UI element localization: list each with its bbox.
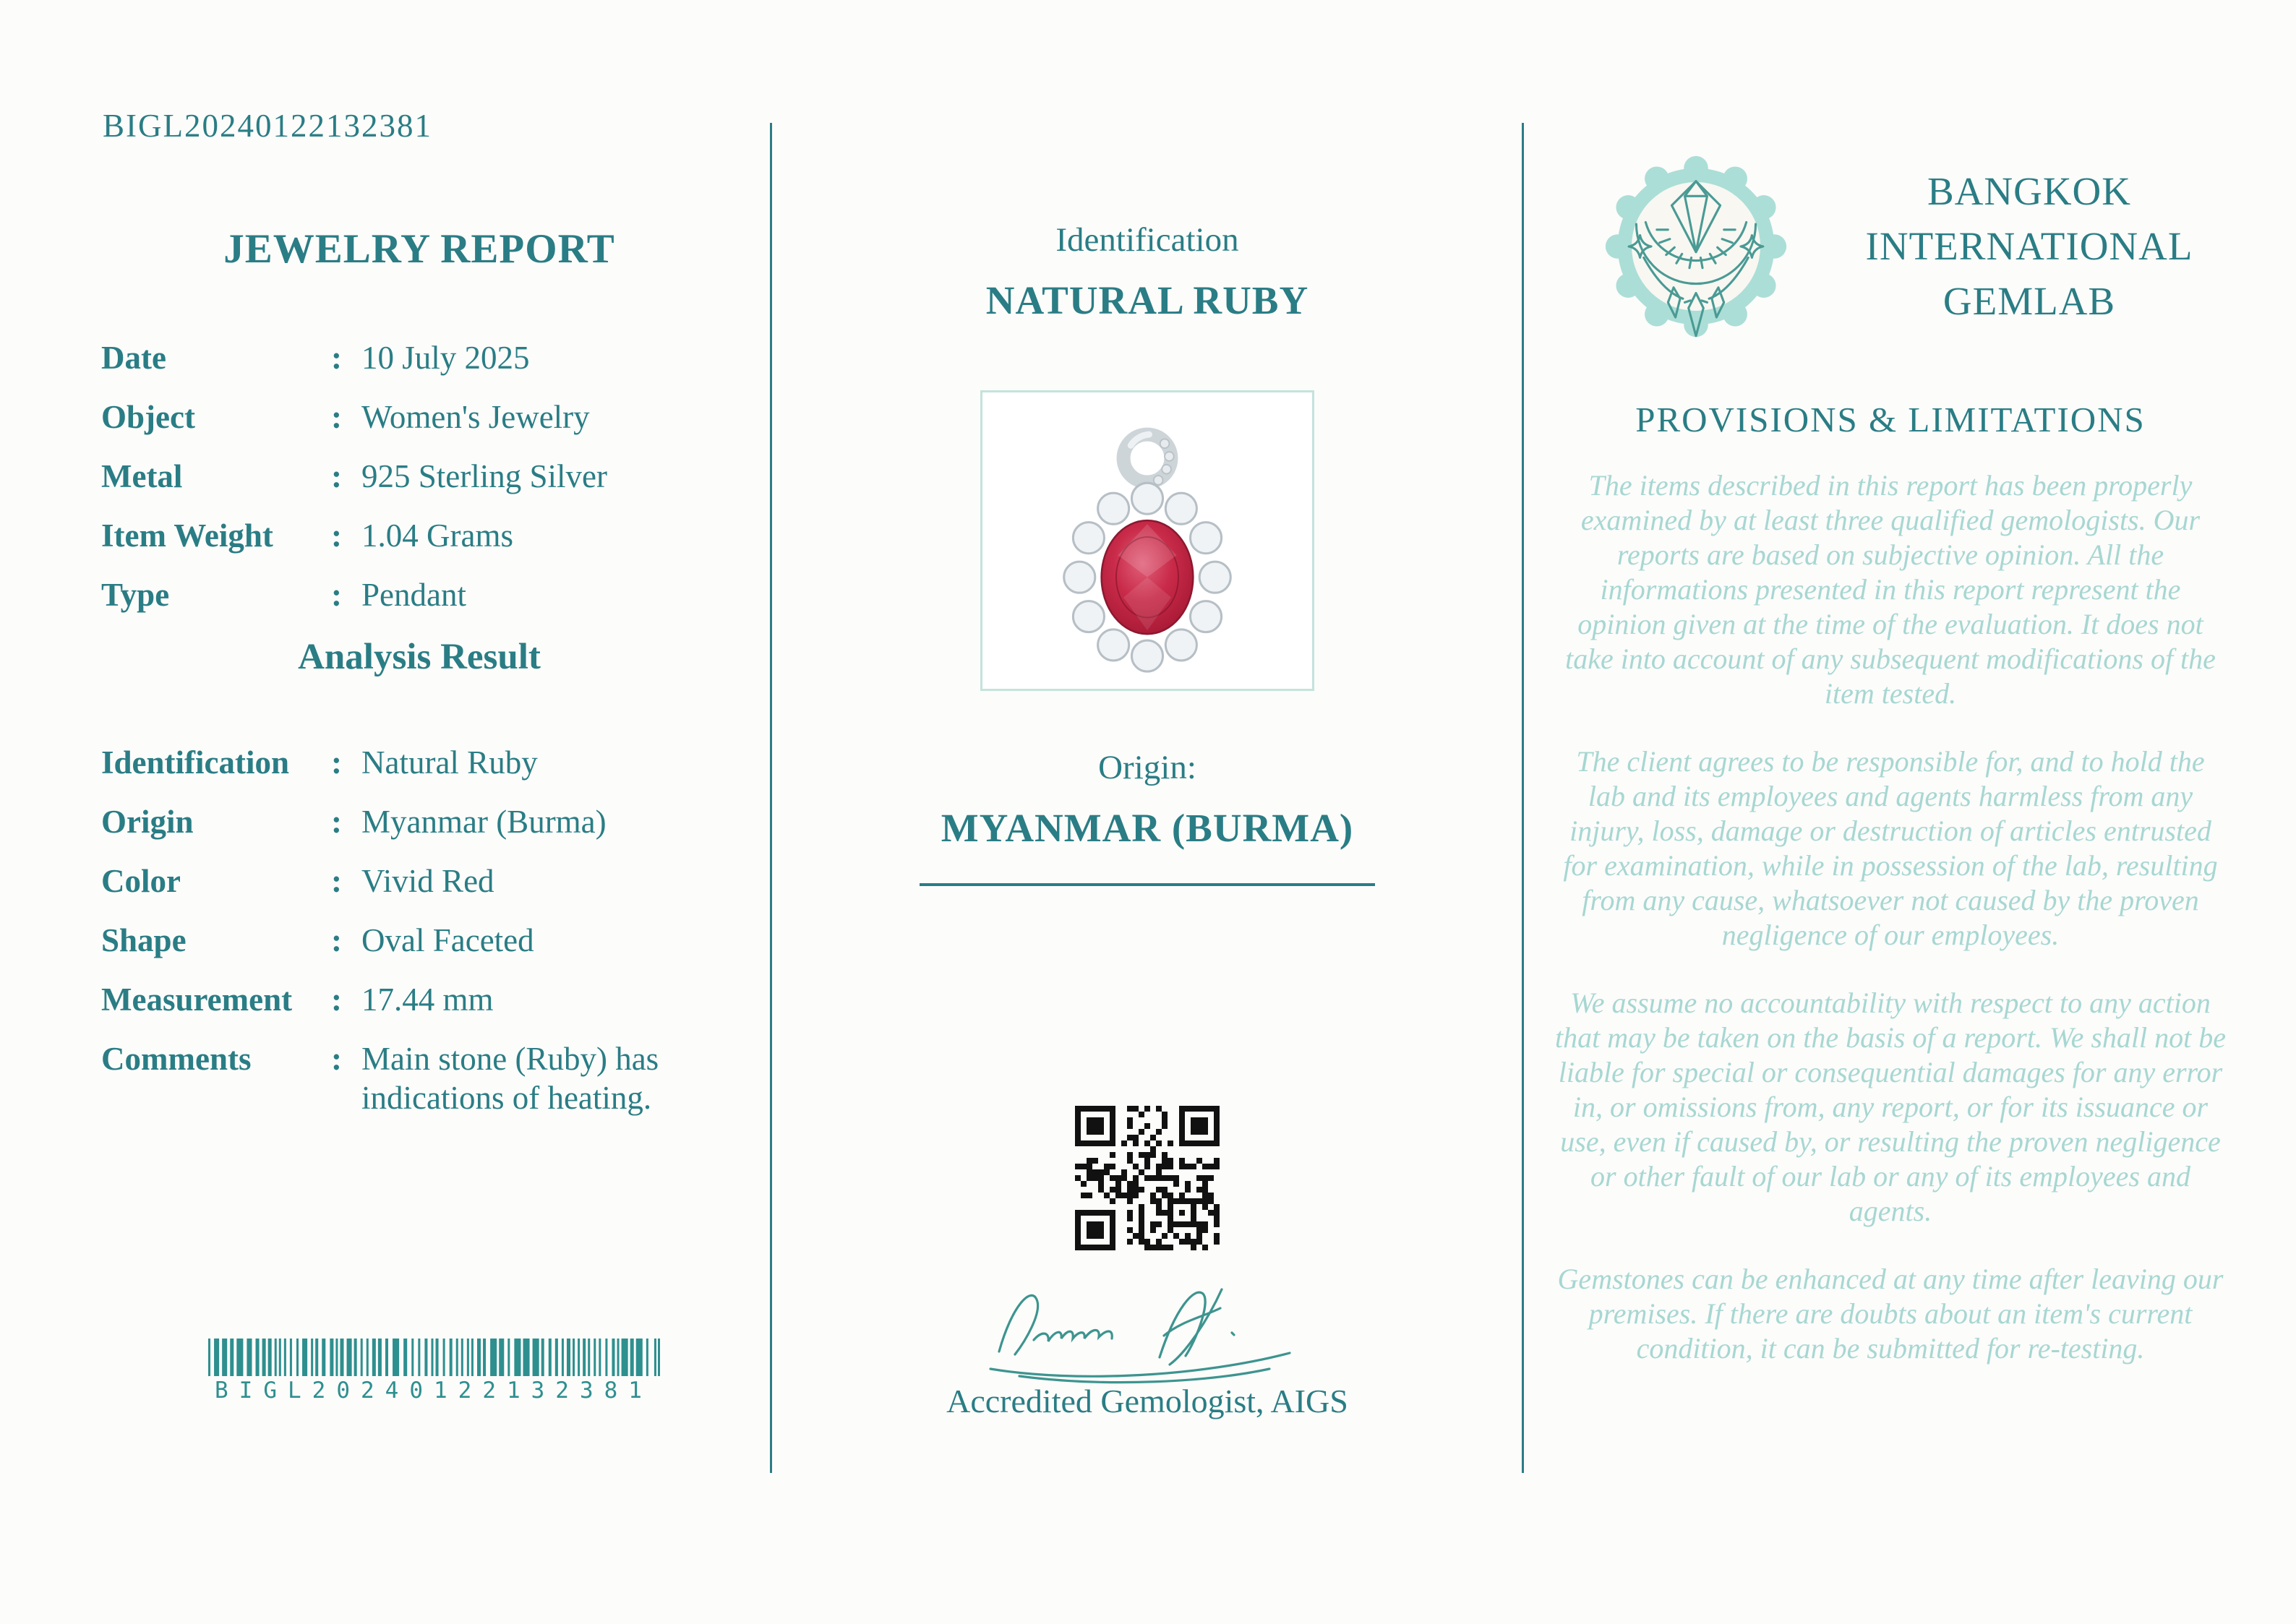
- provisions-paragraphs: [1554, 468, 2227, 1399]
- brand-header: [1603, 153, 2237, 340]
- detail-colon: :: [331, 399, 342, 435]
- analysis-colon: :: [331, 981, 342, 1018]
- analysis-label: Origin: [101, 804, 194, 840]
- analysis-results: [101, 743, 737, 1117]
- analysis-value: Natural Ruby: [361, 744, 538, 781]
- gemologist-title: Accredited Gemologist, AIGS: [946, 1383, 1348, 1419]
- analysis-value: Myanmar (Burma): [361, 804, 607, 840]
- identification-value: NATURAL RUBY: [985, 278, 1309, 322]
- detail-value: 1.04 Grams: [361, 517, 513, 554]
- detail-colon: :: [331, 517, 342, 554]
- origin-heading: Origin:: [1098, 749, 1196, 786]
- analysis-result-title: Analysis Result: [298, 637, 541, 677]
- brand-name-line: INTERNATIONAL: [1865, 224, 2193, 268]
- analysis-colon: :: [331, 744, 342, 781]
- analysis-value: Vivid Red: [361, 863, 494, 899]
- analysis-colon: :: [331, 922, 342, 958]
- detail-colon: :: [331, 340, 342, 376]
- origin-underline: [920, 883, 1375, 886]
- detail-value: 10 July 2025: [361, 340, 530, 376]
- provision-paragraph: The items described in this report has been properly examined by at least three qualified gemologists. Our reports are based on subjective opinion. All the informations presented in this report represent the opinion given at the time of the evaluation. It does not take into account of any subsequent modifications of the item tested.: [1565, 469, 2216, 710]
- jewelry-photo: [980, 390, 1314, 691]
- analysis-label: Comments: [101, 1041, 252, 1077]
- barcode: [208, 1339, 660, 1376]
- analysis-label: Identification: [101, 744, 290, 781]
- analysis-value: Oval Faceted: [361, 922, 534, 958]
- detail-value: Pendant: [361, 577, 466, 613]
- detail-label: Type: [101, 577, 170, 613]
- detail-value: 925 Sterling Silver: [361, 458, 607, 494]
- detail-colon: :: [331, 577, 342, 613]
- analysis-colon: :: [331, 863, 342, 899]
- barcode-text: BIGL20240122132381: [215, 1378, 653, 1404]
- gemlab-logo-badge-icon: [1603, 153, 1789, 340]
- provision-paragraph: Gemstones can be enhanced at any time after leaving our premises. If there are doubts about an item's current condition, it can be submitted for re-testing.: [1557, 1263, 2224, 1365]
- detail-label: Item Weight: [101, 517, 273, 554]
- analysis-value: 17.44 mm: [361, 981, 494, 1018]
- detail-label: Date: [101, 340, 166, 376]
- qr-code-icon: [1075, 1106, 1220, 1250]
- brand-name: [1821, 164, 2237, 329]
- column-divider-left: [770, 123, 772, 1473]
- origin-value: MYANMAR (BURMA): [941, 806, 1354, 850]
- provision-paragraph: The client agrees to be responsible for, and to hold the lab and its employees and agents harmless from any injury, loss, damage or destruction of articles entrusted for examination, while in possession of the lab, resulting from any cause, whatsoever not caused by the proven negligence of our employees.: [1563, 745, 2218, 951]
- analysis-value: Main stone (Ruby) has indications of heating.: [361, 1041, 659, 1116]
- column-divider-right: [1522, 123, 1524, 1473]
- report-title: JEWELRY REPORT: [223, 226, 615, 272]
- analysis-label: Measurement: [101, 981, 293, 1018]
- signature-icon: [977, 1266, 1317, 1385]
- report-number: BIGL20240122132381: [103, 108, 432, 144]
- brand-name-line: GEMLAB: [1942, 279, 2116, 323]
- ruby-pendant-image: [1004, 403, 1290, 678]
- analysis-colon: :: [331, 804, 342, 840]
- analysis-label: Shape: [101, 922, 187, 958]
- detail-label: Object: [101, 399, 195, 435]
- detail-colon: :: [331, 458, 342, 494]
- item-details: [101, 338, 737, 614]
- detail-label: Metal: [101, 458, 183, 494]
- detail-value: Women's Jewelry: [361, 399, 590, 435]
- analysis-colon: :: [331, 1041, 342, 1077]
- analysis-label: Color: [101, 863, 181, 899]
- brand-name-line: BANGKOK: [1927, 169, 2131, 213]
- provision-paragraph: We assume no accountability with respect to any action that may be taken on the basis of a report. We shall not be liable for special or consequential damages for any error in, or omissions from, any report, or for its issuance or use, even if caused by, or resulting the proven negligence or other fault of our lab or any of its employees and agents.: [1554, 987, 2227, 1227]
- identification-heading: Identification: [1055, 221, 1239, 259]
- provisions-heading: PROVISIONS & LIMITATIONS: [1635, 400, 2146, 439]
